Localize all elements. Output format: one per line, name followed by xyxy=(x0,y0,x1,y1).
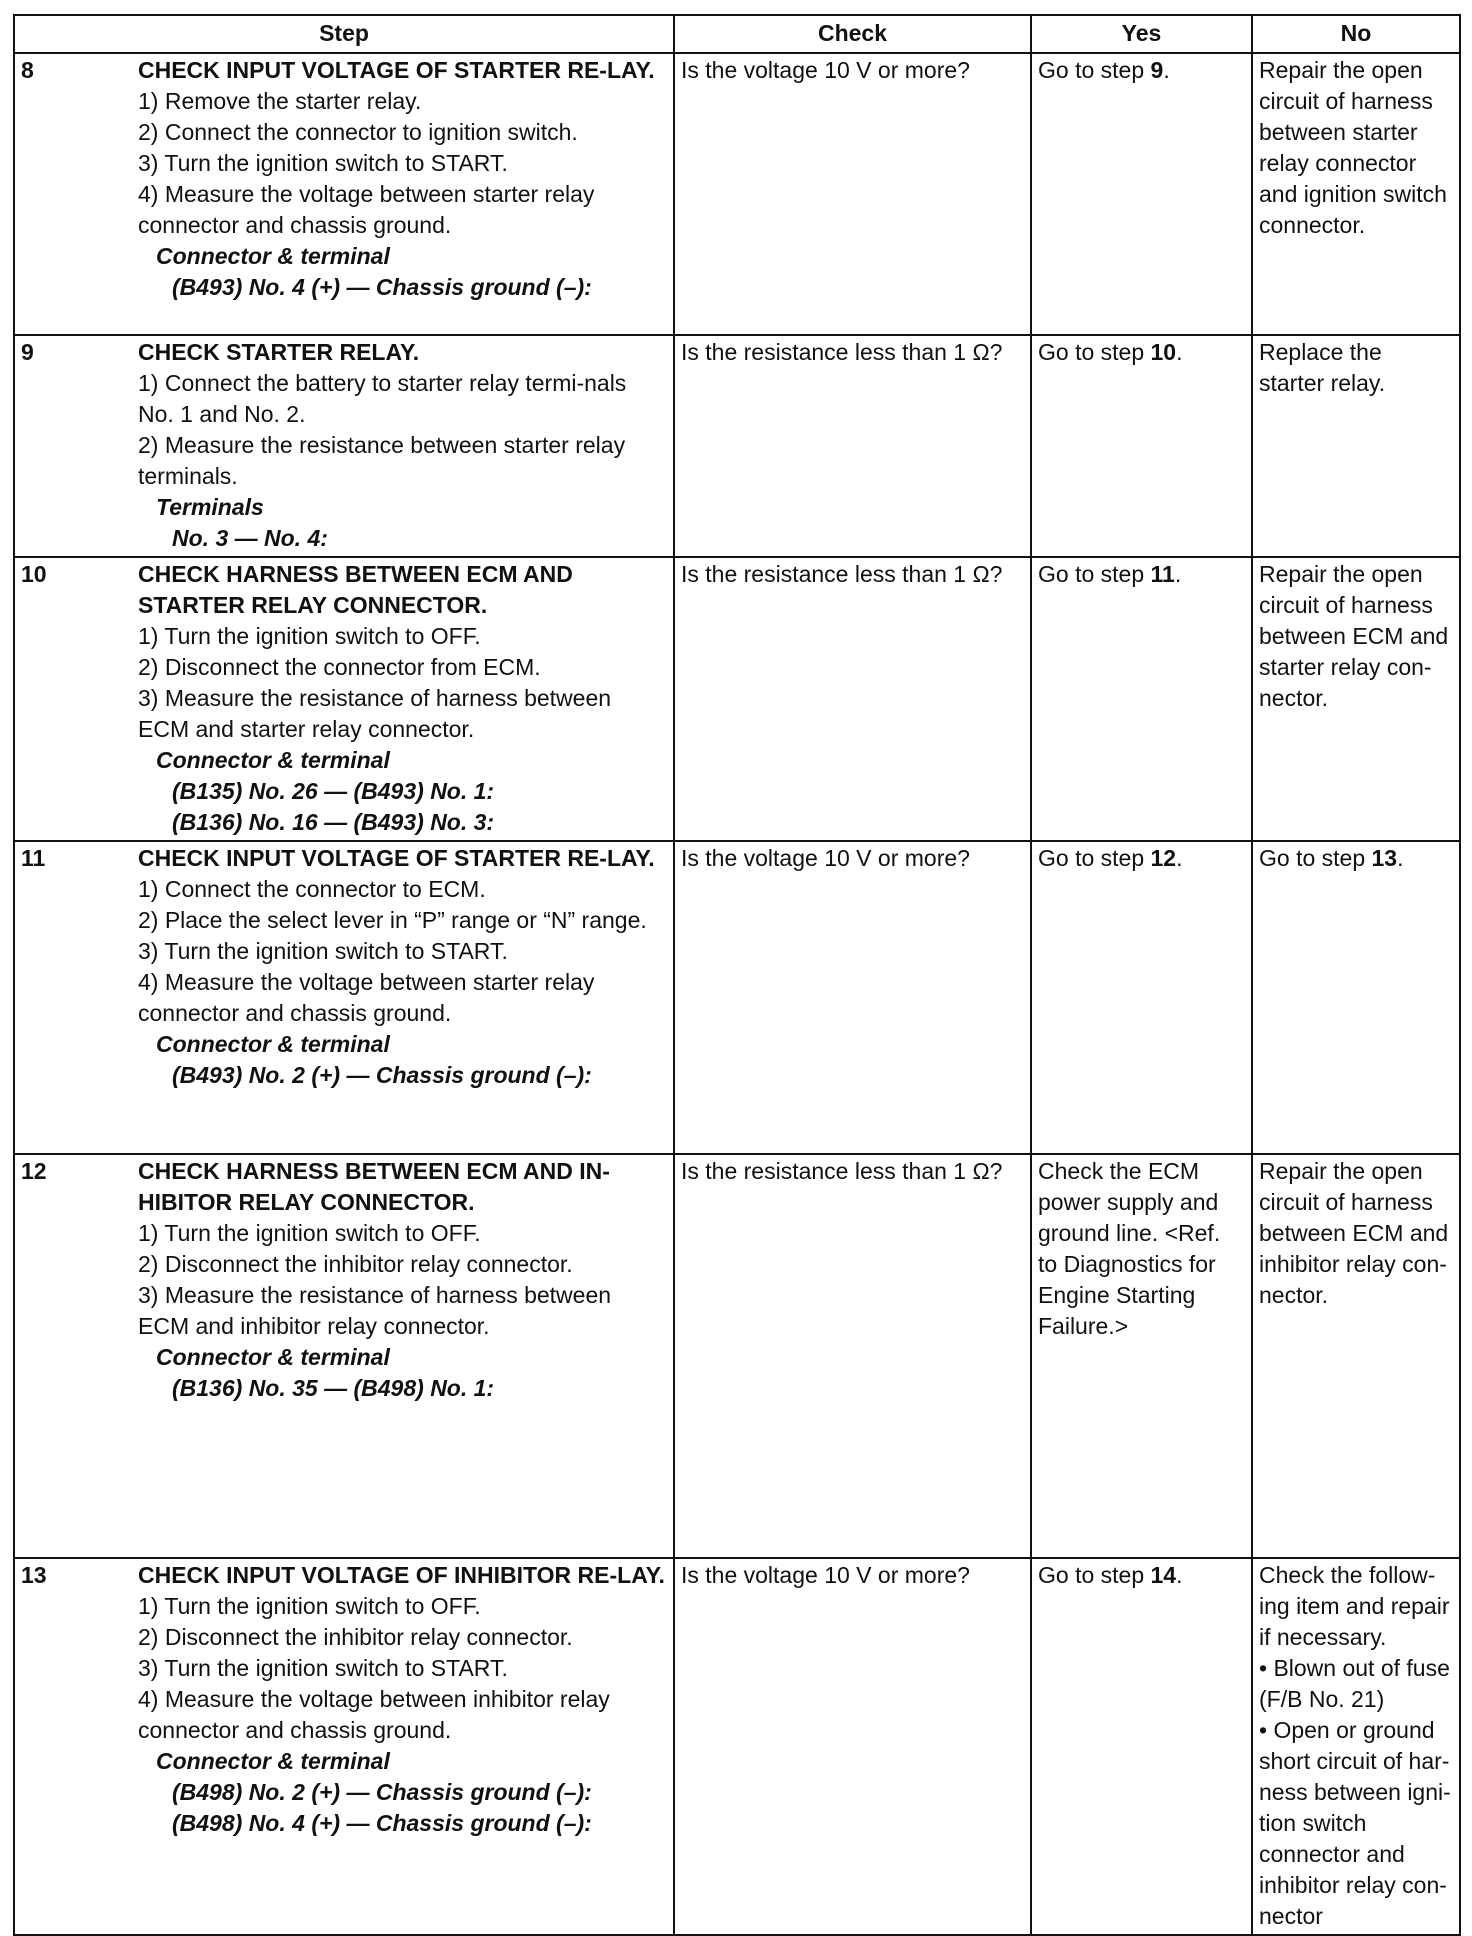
connector-terminal-value: (B136) No. 35 — (B498) No. 1: xyxy=(172,1375,495,1401)
step-line: 4) Measure the voltage between starter relay connector and chassis ground. xyxy=(138,181,595,238)
connector-terminal-value: (B136) No. 16 — (B493) No. 3: xyxy=(172,809,495,835)
step-line: 2) Measure the resistance between starter relay terminals. xyxy=(138,432,626,489)
check-question: Is the resistance less than 1 Ω? xyxy=(674,557,1031,841)
yes-step-number: 10 xyxy=(1150,339,1177,365)
header-yes: Yes xyxy=(1031,15,1252,53)
step-number: 13 xyxy=(14,1558,132,1935)
header-step: Step xyxy=(14,15,674,53)
step-instructions xyxy=(132,53,674,335)
connector-terminal-label: Terminals xyxy=(156,494,264,520)
step-line: 3) Turn the ignition switch to START. xyxy=(138,1655,508,1681)
header-check: Check xyxy=(674,15,1031,53)
check-question: Is the voltage 10 V or more? xyxy=(674,1558,1031,1935)
yes-step-number: 9 xyxy=(1150,57,1164,83)
check-question: Is the voltage 10 V or more? xyxy=(674,53,1031,335)
step-line: 3) Turn the ignition switch to START. xyxy=(138,150,508,176)
step-title: CHECK STARTER RELAY. xyxy=(138,339,420,365)
connector-terminal-label: Connector & terminal xyxy=(156,243,390,269)
yes-action xyxy=(1031,841,1252,1154)
step-line: 2) Disconnect the inhibitor relay connector. xyxy=(138,1624,573,1650)
step-number: 8 xyxy=(14,53,132,335)
step-line: 1) Turn the ignition switch to OFF. xyxy=(138,1220,481,1246)
yes-action xyxy=(1031,335,1252,557)
step-instructions xyxy=(132,557,674,841)
connector-terminal-value: (B498) No. 4 (+) — Chassis ground (–): xyxy=(172,1810,592,1836)
yes-prefix: Go to step xyxy=(1038,57,1151,83)
step-line: 1) Connect the battery to starter relay termi-nals No. 1 and No. 2. xyxy=(138,370,627,427)
step-number: 12 xyxy=(14,1154,132,1558)
step-title: CHECK INPUT VOLTAGE OF STARTER RE-LAY. xyxy=(138,57,655,83)
table-row xyxy=(14,1558,1460,1935)
step-number: 9 xyxy=(14,335,132,557)
table-row xyxy=(14,1154,1460,1558)
yes-step-number: 11 xyxy=(1150,561,1175,587)
no-suffix: . xyxy=(1397,845,1404,871)
yes-step-number: 14 xyxy=(1150,1562,1177,1588)
no-action xyxy=(1252,1558,1460,1935)
table-row xyxy=(14,335,1460,557)
connector-terminal-label: Connector & terminal xyxy=(156,1748,390,1774)
step-line: 2) Disconnect the inhibitor relay connector. xyxy=(138,1251,573,1277)
no-action xyxy=(1252,335,1460,557)
no-line: Repair the open circuit of harness between ECM and inhibitor relay con-nector. xyxy=(1259,1158,1449,1308)
no-step-number: 13 xyxy=(1371,845,1398,871)
yes-suffix: . xyxy=(1176,339,1183,365)
yes-suffix: . xyxy=(1176,1562,1183,1588)
yes-suffix: . xyxy=(1176,845,1183,871)
step-instructions xyxy=(132,841,674,1154)
step-instructions xyxy=(132,1558,674,1935)
connector-terminal-value: No. 3 — No. 4: xyxy=(172,525,328,551)
no-line: Repair the open circuit of harness between ECM and starter relay con-nector. xyxy=(1259,561,1449,711)
connector-terminal-value: (B493) No. 2 (+) — Chassis ground (–): xyxy=(172,1062,592,1088)
check-question: Is the resistance less than 1 Ω? xyxy=(674,335,1031,557)
connector-terminal-label: Connector & terminal xyxy=(156,1344,390,1370)
step-line: 2) Place the select lever in “P” range or “N” range. xyxy=(138,907,647,933)
yes-step-number: 12 xyxy=(1150,845,1177,871)
no-action xyxy=(1252,557,1460,841)
step-number: 10 xyxy=(14,557,132,841)
step-title: CHECK INPUT VOLTAGE OF STARTER RE-LAY. xyxy=(138,845,655,871)
no-action xyxy=(1252,841,1460,1154)
yes-text: Check the ECM power supply and ground line. <Ref. to Diagnostics for Engine Starting Failure.> xyxy=(1038,1158,1221,1339)
header-row xyxy=(14,15,1460,53)
step-line: 4) Measure the voltage between starter relay connector and chassis ground. xyxy=(138,969,595,1026)
step-instructions xyxy=(132,335,674,557)
yes-prefix: Go to step xyxy=(1038,339,1151,365)
step-line: 1) Turn the ignition switch to OFF. xyxy=(138,623,481,649)
step-line: 3) Turn the ignition switch to START. xyxy=(138,938,508,964)
step-title: CHECK HARNESS BETWEEN ECM AND STARTER RELAY CONNECTOR. xyxy=(138,561,573,618)
step-line: 3) Measure the resistance of harness between ECM and inhibitor relay connector. xyxy=(138,1282,612,1339)
connector-terminal-value: (B498) No. 2 (+) — Chassis ground (–): xyxy=(172,1779,592,1805)
yes-prefix: Go to step xyxy=(1038,561,1151,587)
step-number: 11 xyxy=(14,841,132,1154)
check-question: Is the resistance less than 1 Ω? xyxy=(674,1154,1031,1558)
step-title: CHECK INPUT VOLTAGE OF INHIBITOR RE-LAY. xyxy=(138,1562,665,1588)
no-prefix: Go to step xyxy=(1259,845,1372,871)
no-line: • Open or ground short circuit of har-ness between igni-tion switch connector and inhibitor relay con-nector xyxy=(1259,1717,1451,1929)
yes-action xyxy=(1031,53,1252,335)
connector-terminal-label: Connector & terminal xyxy=(156,1031,390,1057)
step-line: 2) Disconnect the connector from ECM. xyxy=(138,654,541,680)
table-row xyxy=(14,557,1460,841)
no-line: Check the follow-ing item and repair if necessary. xyxy=(1259,1562,1450,1650)
no-line: • Blown out of fuse (F/B No. 21) xyxy=(1259,1655,1450,1712)
connector-terminal-value: (B493) No. 4 (+) — Chassis ground (–): xyxy=(172,274,592,300)
step-line: 1) Turn the ignition switch to OFF. xyxy=(138,1593,481,1619)
step-line: 1) Remove the starter relay. xyxy=(138,88,422,114)
yes-prefix: Go to step xyxy=(1038,1562,1151,1588)
step-line: 4) Measure the voltage between inhibitor relay connector and chassis ground. xyxy=(138,1686,610,1743)
yes-suffix: . xyxy=(1163,57,1170,83)
diagnostic-table xyxy=(13,14,1461,1936)
step-title: CHECK HARNESS BETWEEN ECM AND IN-HIBITOR RELAY CONNECTOR. xyxy=(138,1158,610,1215)
connector-terminal-label: Connector & terminal xyxy=(156,747,390,773)
header-no: No xyxy=(1252,15,1460,53)
table-row xyxy=(14,53,1460,335)
yes-action xyxy=(1031,1154,1252,1558)
connector-terminal-value: (B135) No. 26 — (B493) No. 1: xyxy=(172,778,495,804)
step-line: 3) Measure the resistance of harness between ECM and starter relay connector. xyxy=(138,685,612,742)
yes-prefix: Go to step xyxy=(1038,845,1151,871)
step-line: 1) Connect the connector to ECM. xyxy=(138,876,486,902)
no-action xyxy=(1252,1154,1460,1558)
yes-suffix: . xyxy=(1174,561,1182,587)
table-row xyxy=(14,841,1460,1154)
no-action xyxy=(1252,53,1460,335)
yes-action xyxy=(1031,557,1252,841)
no-line: Repair the open circuit of harness between starter relay connector and ignition switch connector. xyxy=(1259,57,1447,238)
step-instructions xyxy=(132,1154,674,1558)
yes-action xyxy=(1031,1558,1252,1935)
check-question: Is the voltage 10 V or more? xyxy=(674,841,1031,1154)
no-line: Replace the starter relay. xyxy=(1259,339,1386,396)
step-line: 2) Connect the connector to ignition switch. xyxy=(138,119,578,145)
